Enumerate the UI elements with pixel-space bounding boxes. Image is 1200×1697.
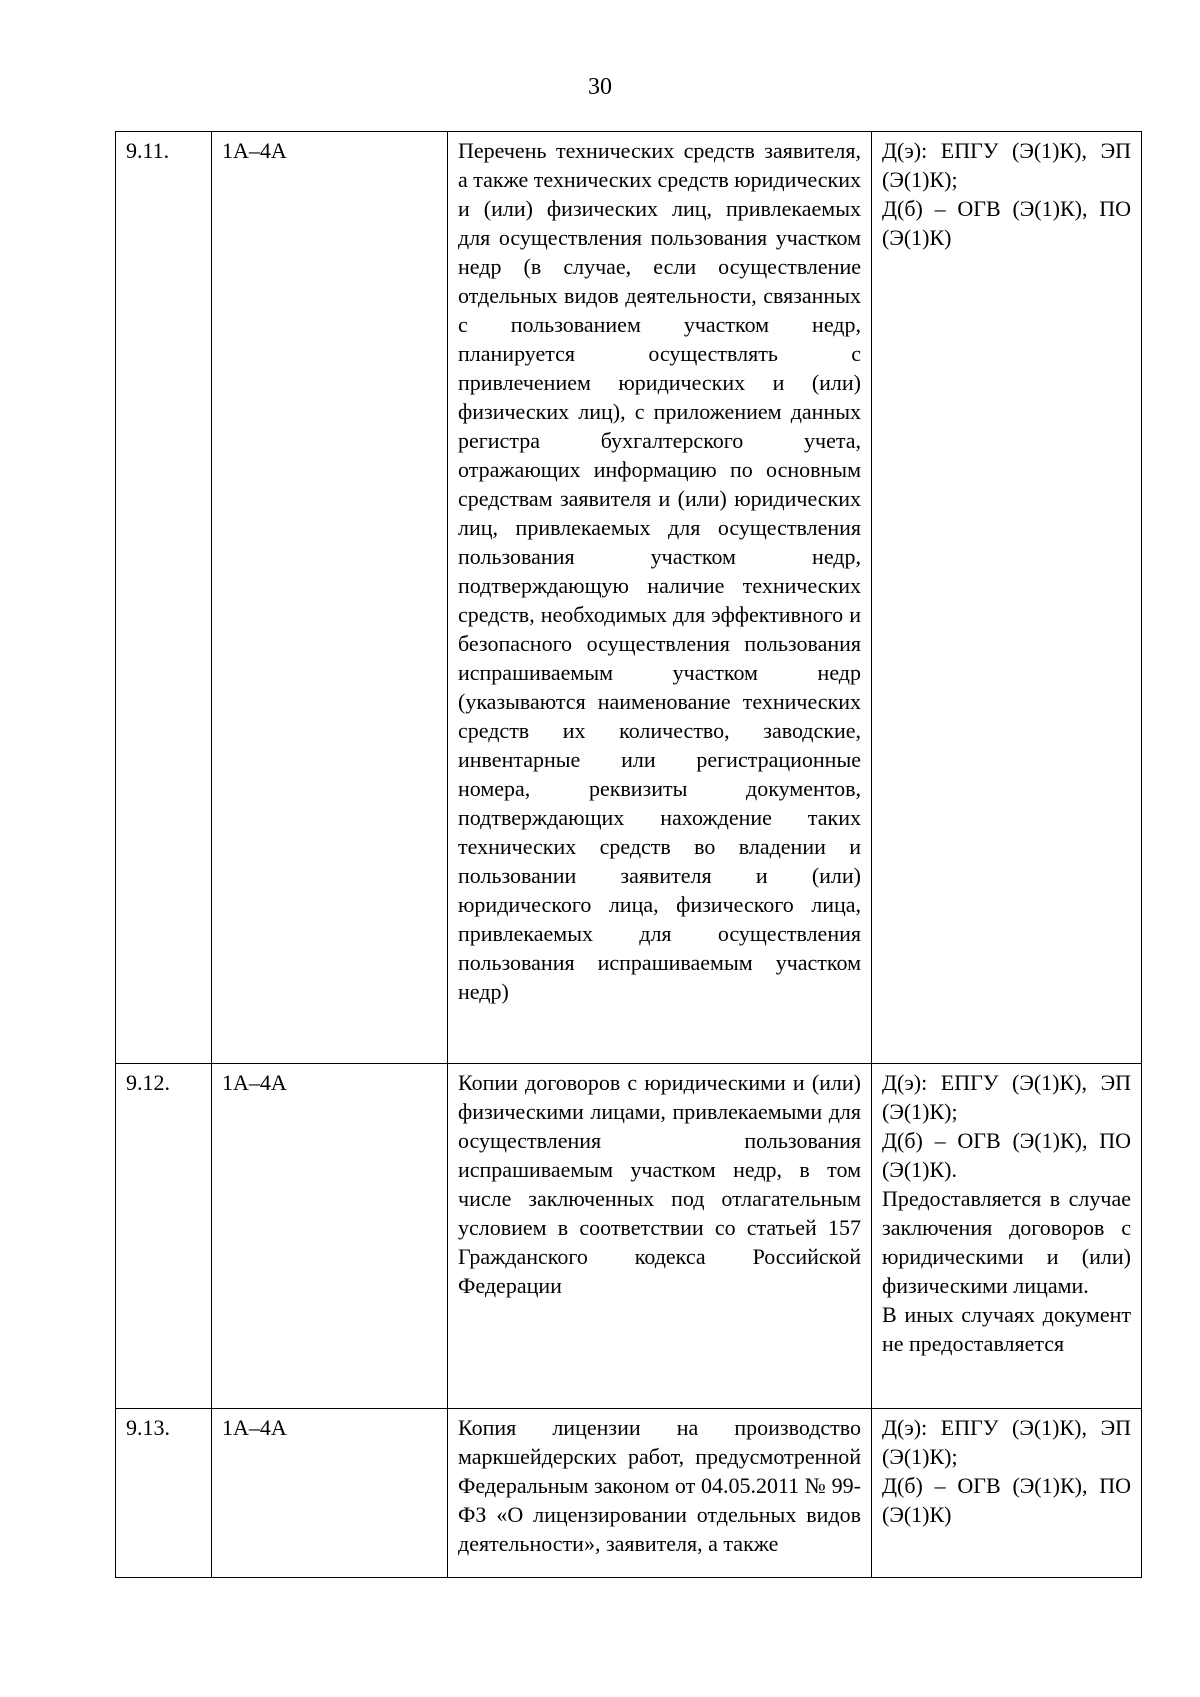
document-description: Копии договоров с юридическими и (или) физическими лицами, привлекаемыми для осуществления пользования испрашиваемым участком недр, в том числе заключенных под отлагательным условием в соответствии со статьей 157 Гражданского кодекса Российской Федерации	[448, 1064, 872, 1409]
submission-line: Предоставляется в случае заключения договоров с юридическими и (или) физическими лицами.	[882, 1186, 1131, 1298]
table-row	[116, 132, 1142, 1064]
submission-line: Д(б) – ОГВ (Э(1)К), ПО (Э(1)К)	[882, 196, 1131, 250]
table-row	[116, 1409, 1142, 1578]
requirements-table	[115, 131, 1142, 1578]
submission-method	[872, 1064, 1142, 1409]
submission-method	[872, 132, 1142, 1064]
applicant-group: 1А–4А	[212, 1064, 448, 1409]
submission-line: Д(э): ЕПГУ (Э(1)К), ЭП (Э(1)К);	[882, 138, 1131, 192]
applicant-group: 1А–4А	[212, 132, 448, 1064]
submission-line: Д(б) – ОГВ (Э(1)К), ПО (Э(1)К)	[882, 1473, 1131, 1527]
document-description: Перечень технических средств заявителя, а также технических средств юридических и (или) физических лиц, привлекаемых для осуществления пользования участком недр (в случае, если осуществление отдельных видов деятельности, связанных с пользованием участком недр, планируется осуществлять с привлечением юридических и (или) физических лиц), с приложением данных регистра бухгалтерского учета, отражающих информацию по основным средствам заявителя и (или) юридических лиц, привлекаемых для осуществления пользования участком недр, подтверждающую наличие технических средств, необходимых для эффективного и безопасного осуществления пользования испрашиваемым участком недр (указываются наименование технических средств их количество, заводские, инвентарные или регистрационные номера, реквизиты документов, подтверждающих нахождение таких технических средств во владении и пользовании заявителя и (или) юридического лица, физического лица, привлекаемых для осуществления пользования испрашиваемым участком недр)	[448, 132, 872, 1064]
submission-line: В иных случаях документ не предоставляется	[882, 1302, 1131, 1356]
submission-line: Д(б) – ОГВ (Э(1)К), ПО (Э(1)К).	[882, 1128, 1131, 1182]
submission-line: Д(э): ЕПГУ (Э(1)К), ЭП (Э(1)К);	[882, 1415, 1131, 1469]
table-row	[116, 1064, 1142, 1409]
row-number: 9.12.	[116, 1064, 212, 1409]
page-number: 30	[588, 74, 612, 100]
row-number: 9.13.	[116, 1409, 212, 1578]
row-number: 9.11.	[116, 132, 212, 1064]
submission-line: Д(э): ЕПГУ (Э(1)К), ЭП (Э(1)К);	[882, 1070, 1131, 1124]
submission-method	[872, 1409, 1142, 1578]
applicant-group: 1А–4А	[212, 1409, 448, 1578]
document-description: Копия лицензии на производство маркшейдерских работ, предусмотренной Федеральным законом от 04.05.2011 № 99-ФЗ «О лицензировании отдельных видов деятельности», заявителя, а также	[448, 1409, 872, 1578]
